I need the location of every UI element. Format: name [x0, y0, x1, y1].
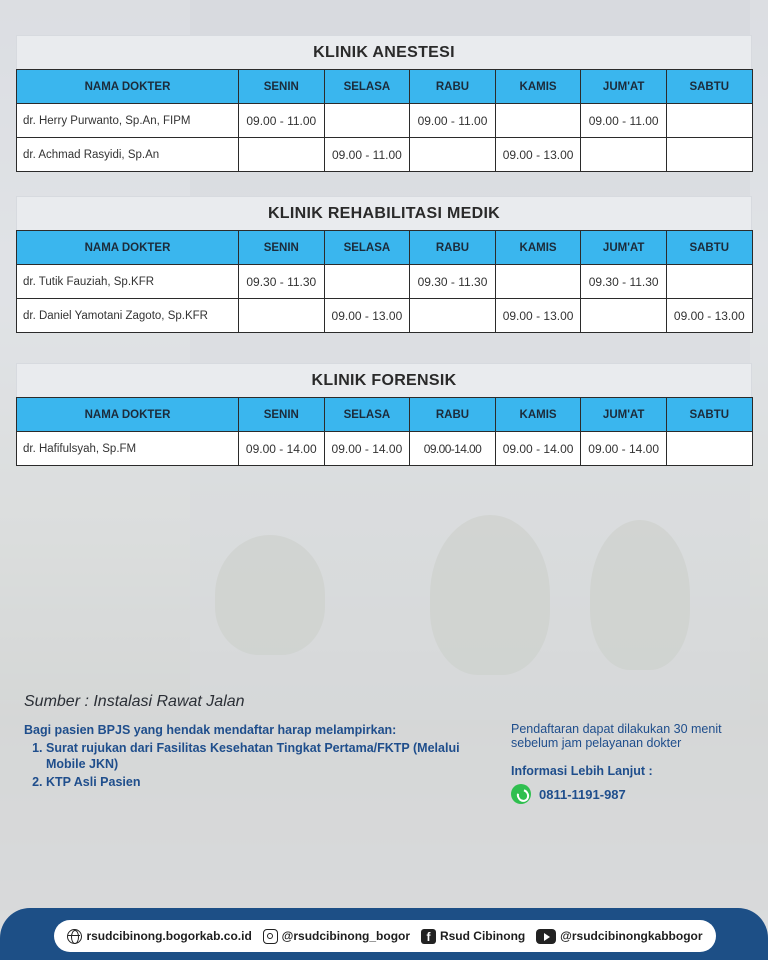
column-header-selasa: SELASA	[324, 231, 410, 265]
table-row	[17, 104, 753, 138]
clinic-forensik	[16, 363, 752, 466]
source-label: Sumber : Instalasi Rawat Jalan	[24, 693, 245, 710]
column-header-senin: SENIN	[239, 231, 325, 265]
column-header-doctor: NAMA DOKTER	[17, 398, 239, 432]
column-header-jumat: JUM'AT	[581, 231, 667, 265]
schedule-cell: 09.00 - 13.00	[495, 138, 581, 172]
list-item: 1. Surat rujukan dari Fasilitas Kesehatan Tingkat Pertama/FKTP (Melalui Mobile JKN)	[46, 740, 464, 772]
table-header-row	[17, 231, 753, 265]
whatsapp-icon	[511, 784, 531, 804]
table-row	[17, 265, 753, 299]
schedule-cell	[495, 265, 581, 299]
facebook-text: Rsud Cibinong	[439, 929, 526, 943]
column-header-doctor: NAMA DOKTER	[17, 231, 239, 265]
schedule-cell: 09.00 - 14.00	[239, 432, 325, 466]
doctor-name: dr. Hafifulsyah, Sp.FM	[17, 432, 239, 466]
column-header-senin: SENIN	[239, 398, 325, 432]
column-header-selasa: SELASA	[324, 70, 410, 104]
instagram-link[interactable]	[263, 929, 410, 944]
doctor-name: dr. Daniel Yamotani Zagoto, Sp.KFR	[17, 299, 239, 333]
instagram-icon	[263, 929, 278, 944]
requirements-list	[46, 740, 464, 790]
clinic-anestesi	[16, 35, 752, 172]
facebook-icon: f	[421, 929, 436, 944]
bpjs-intro: Bagi pasien BPJS yang hendak mendaftar harap melampirkan:	[24, 723, 397, 737]
website-link[interactable]	[67, 929, 251, 944]
contact-info	[511, 722, 741, 804]
youtube-text: @rsudcibinongkabbogor	[560, 929, 703, 943]
schedule-cell: 09.00 - 14.00	[495, 432, 581, 466]
schedule-cell: 09.30 - 11.30	[581, 265, 667, 299]
schedule-cell	[324, 265, 410, 299]
schedule-cell	[410, 299, 496, 333]
schedule-table	[16, 230, 753, 333]
schedule-cell	[239, 299, 325, 333]
list-item: 2. KTP Asli Pasien	[46, 774, 464, 790]
clinic-title: KLINIK ANESTESI	[16, 35, 752, 69]
table-row	[17, 432, 753, 466]
column-header-rabu: RABU	[410, 398, 496, 432]
schedule-cell	[581, 299, 667, 333]
schedule-cell: 09.30 - 11.30	[410, 265, 496, 299]
column-header-jumat: JUM'AT	[581, 398, 667, 432]
schedule-cell	[495, 104, 581, 138]
schedule-table	[16, 69, 753, 172]
doctor-name: dr. Achmad Rasyidi, Sp.An	[17, 138, 239, 172]
schedule-cell	[666, 432, 752, 466]
clinic-rehabilitasi-medik	[16, 196, 752, 333]
doctor-name: dr. Tutik Fauziah, Sp.KFR	[17, 265, 239, 299]
schedule-cell: 09.00 - 13.00	[495, 299, 581, 333]
facebook-link[interactable]	[421, 929, 525, 944]
schedule-cell	[666, 104, 752, 138]
doctor-name: dr. Herry Purwanto, Sp.An, FIPM	[17, 104, 239, 138]
more-info-label: Informasi Lebih Lanjut :	[511, 764, 653, 778]
website-text: rsudcibinong.bogorkab.co.id	[86, 929, 252, 943]
schedule-cell: 09.00-14.00	[410, 432, 496, 466]
schedule-cell: 09.00 - 11.00	[324, 138, 410, 172]
youtube-link[interactable]	[536, 929, 702, 944]
schedule-cell: 09.00 - 13.00	[324, 299, 410, 333]
schedule-cell	[666, 265, 752, 299]
social-links	[54, 920, 716, 952]
column-header-sabtu: SABTU	[666, 398, 752, 432]
schedule-cell	[666, 138, 752, 172]
column-header-jumat: JUM'AT	[581, 70, 667, 104]
column-header-selasa: SELASA	[324, 398, 410, 432]
schedule-cell: 09.00 - 11.00	[581, 104, 667, 138]
column-header-kamis: KAMIS	[495, 231, 581, 265]
clinic-title: KLINIK FORENSIK	[16, 363, 752, 397]
schedule-cell: 09.00 - 11.00	[239, 104, 325, 138]
column-header-kamis: KAMIS	[495, 70, 581, 104]
schedule-cell	[581, 138, 667, 172]
table-header-row	[17, 398, 753, 432]
globe-icon	[67, 929, 82, 944]
column-header-rabu: RABU	[410, 70, 496, 104]
schedule-cell: 09.00 - 11.00	[410, 104, 496, 138]
youtube-icon	[536, 929, 556, 944]
schedule-cell: 09.00 - 14.00	[581, 432, 667, 466]
schedule-table	[16, 397, 753, 466]
clinic-title: KLINIK REHABILITASI MEDIK	[16, 196, 752, 230]
column-header-doctor: NAMA DOKTER	[17, 70, 239, 104]
column-header-kamis: KAMIS	[495, 398, 581, 432]
schedule-cell	[324, 104, 410, 138]
schedule-cell: 09.00 - 13.00	[666, 299, 752, 333]
column-header-senin: SENIN	[239, 70, 325, 104]
column-header-sabtu: SABTU	[666, 231, 752, 265]
table-row	[17, 299, 753, 333]
schedule-cell: 09.30 - 11.30	[239, 265, 325, 299]
registration-note: Pendaftaran dapat dilakukan 30 menit sebelum jam pelayanan dokter	[511, 722, 722, 750]
bpjs-requirements	[24, 723, 464, 792]
schedule-cell	[239, 138, 325, 172]
phone-number[interactable]: 0811-1191-987	[539, 786, 626, 802]
column-header-sabtu: SABTU	[666, 70, 752, 104]
schedule-cell	[410, 138, 496, 172]
instagram-text: @rsudcibinong_bogor	[281, 929, 411, 943]
schedule-cell: 09.00 - 14.00	[324, 432, 410, 466]
table-row	[17, 138, 753, 172]
phone-row[interactable]	[511, 784, 741, 804]
column-header-rabu: RABU	[410, 231, 496, 265]
table-header-row	[17, 70, 753, 104]
